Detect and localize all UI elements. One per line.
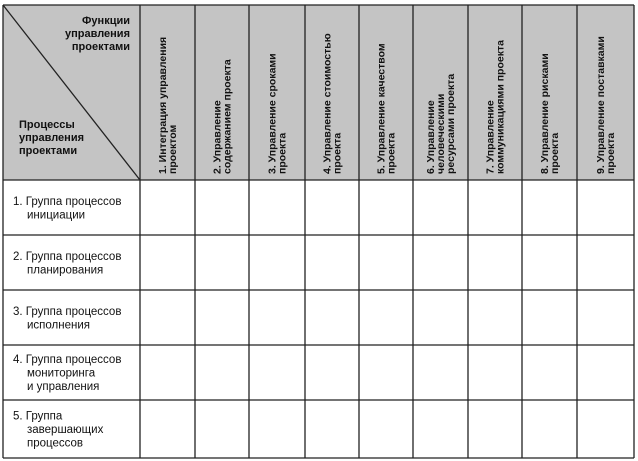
matrix-cell (468, 180, 522, 235)
matrix-cell (140, 290, 195, 345)
matrix-cell (305, 345, 359, 400)
matrix-cell (359, 180, 413, 235)
corner-processes-label-line: проектами (19, 145, 78, 157)
process-group-1 (13, 196, 121, 222)
corner-functions-label-line: Функции (82, 15, 130, 27)
corner-functions-label-line: проектами (71, 41, 130, 53)
process-group-line: исполнения (27, 319, 91, 332)
function-header-line: проекта (331, 132, 344, 174)
process-group-line: инициации (27, 209, 86, 222)
matrix-cell (522, 400, 577, 458)
matrix-cell (577, 345, 634, 400)
function-header-line: 2. Управление (211, 100, 224, 174)
matrix-cell (249, 400, 305, 458)
matrix-cell (413, 400, 468, 458)
matrix-cell (522, 345, 577, 400)
function-header-line: человеческими (435, 93, 447, 174)
matrix-cell (140, 345, 195, 400)
process-group-line: планирования (27, 264, 104, 277)
process-group-2 (13, 251, 121, 277)
function-header-line: проекта (549, 132, 561, 174)
process-group-line: завершающих (27, 424, 104, 436)
matrix-cell (305, 400, 359, 458)
matrix-cell (359, 235, 413, 290)
process-group-line: и управления (27, 381, 100, 393)
corner-processes-label (19, 119, 84, 157)
matrix-cell (413, 290, 468, 345)
matrix-cell (359, 345, 413, 400)
matrix-cell (577, 290, 634, 345)
process-group-line: мониторинга (27, 367, 96, 380)
matrix-cell (249, 345, 305, 400)
function-header-line: 4. Управление стоимостью (321, 33, 334, 174)
function-header-line: ресурсами проекта (445, 73, 457, 174)
function-header-line: 5. Управление качеством (375, 43, 388, 174)
matrix-cell (522, 235, 577, 290)
matrix-cell (522, 180, 577, 235)
function-header-line: 9. Управление поставками (595, 36, 607, 174)
corner-functions-label-line: управления (64, 28, 130, 40)
matrix-cell (577, 400, 634, 458)
matrix-cell (468, 345, 522, 400)
matrix-cell (468, 290, 522, 345)
function-header-line: содержанием проекта (221, 59, 234, 174)
matrix-cell (468, 400, 522, 458)
matrix-cell (195, 180, 249, 235)
process-group-line: 1. Группа процессов (13, 195, 122, 208)
process-group-3 (13, 306, 121, 332)
matrix-cell (140, 400, 195, 458)
function-header-line: коммуникациями проекта (494, 40, 507, 174)
process-group-line: 4. Группа процессов (13, 354, 122, 366)
process-group-4 (13, 354, 121, 393)
matrix-cell (305, 290, 359, 345)
function-header-line: 3. Управление сроками (266, 53, 279, 174)
matrix-cell (140, 180, 195, 235)
process-group-line: 3. Группа процессов (13, 305, 122, 318)
process-group-5 (13, 411, 104, 450)
function-header-line: проекта (605, 132, 617, 174)
matrix-cell (468, 235, 522, 290)
matrix-cell (195, 400, 249, 458)
matrix-cell (305, 235, 359, 290)
corner-processes-label-line: Процессы (19, 119, 75, 131)
function-header-line: проектом (167, 124, 179, 174)
corner-processes-label-line: управления (19, 132, 85, 144)
matrix-cell (249, 290, 305, 345)
function-header-line: 8. Управление рисками (539, 53, 551, 174)
function-header-line: 6. Управление (425, 100, 437, 174)
matrix-cell (522, 290, 577, 345)
matrix-cell (413, 180, 468, 235)
matrix-cell (140, 235, 195, 290)
matrix-cell (577, 180, 634, 235)
matrix-cell (249, 180, 305, 235)
matrix-cell (305, 180, 359, 235)
matrix-cell (577, 235, 634, 290)
process-group-line: процессов (27, 437, 84, 450)
function-header-line: проекта (385, 132, 398, 174)
function-header-line: 1. Интеграция управления (157, 36, 169, 174)
matrix-cell (249, 235, 305, 290)
process-group-line: 2. Группа процессов (13, 250, 122, 263)
function-header-line: 7. Управление (484, 100, 497, 174)
matrix-cell (359, 290, 413, 345)
function-header-line: проекта (276, 132, 289, 174)
matrix-cell (195, 345, 249, 400)
matrix-cell (413, 345, 468, 400)
matrix-cell (195, 235, 249, 290)
matrix-cell (359, 400, 413, 458)
matrix-cell (413, 235, 468, 290)
matrix-cell (195, 290, 249, 345)
process-group-line: 5. Группа (13, 410, 63, 423)
